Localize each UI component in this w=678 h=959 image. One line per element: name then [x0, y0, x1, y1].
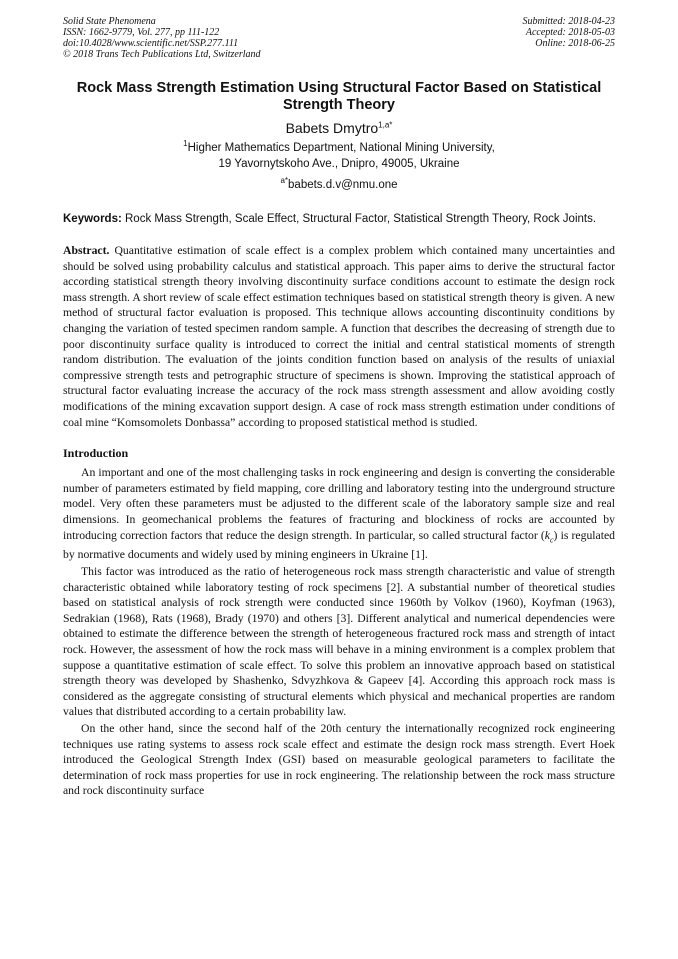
issn-line: ISSN: 1662-9779, Vol. 277, pp 111-122 [63, 27, 220, 38]
online-date: Online: 2018-06-25 [535, 38, 615, 49]
submitted-date: Submitted: 2018-04-23 [522, 16, 615, 27]
affiliation-line2: 19 Yavornytskoho Ave., Dnipro, 49005, Ukraine [218, 158, 460, 170]
abstract-label: Abstract. [63, 244, 110, 257]
structural-factor-symbol: k [544, 528, 550, 542]
accepted-date: Accepted: 2018-05-03 [525, 27, 615, 38]
header-right [523, 16, 616, 60]
keywords-text: Rock Mass Strength, Scale Effect, Structural Factor, Statistical Strength Theory, Rock Joints. [121, 213, 597, 225]
author [63, 120, 615, 136]
intro-p1-text-b: ) is regulated by normative documents and widely used by mining engineers in Ukraine [1]. [63, 528, 616, 562]
journal-name: Solid State Phenomena [63, 16, 156, 27]
keywords-label: Keywords: [63, 213, 122, 225]
affiliation-line1: Higher Mathematics Department, National Mining University, [187, 142, 495, 154]
header-left [63, 16, 261, 60]
doi-line: doi:10.4028/www.scientific.net/SSP.277.111 [63, 38, 239, 49]
copyright-line: © 2018 Trans Tech Publications Ltd, Switzerland [63, 49, 261, 60]
section-heading: Introduction [63, 446, 129, 461]
abstract-text: Quantitative estimation of scale effect is a complex problem which contained many uncertainties and should be solved using probability calculus and statistical approach. This paper aims to derive the structural factor according statistical strength theory involving discontinuity surface conditions account to estimate the design rock mass strength. A short review of scale effect estimation techniques based on statistical strength theory is given. A new method of structural factor evaluation is proposed. This technique allows accounting discontinuity conditions by changing the variation of tested specimen random sample. A function that describes the decreasing of strength due to poor discontinuity surface quality is introduced to correct the initial and central statistical moments of strength random distribution. The evaluation of the joints condition function based on analysis of the results of uniaxial compressive strength tests and petrographic structure of specimens is shown. Improving the statistical approach of structural factor evaluating increase the accuracy of the rock mass strength assessment and allow avoiding costly modifications of the mining excavation support design. A case of rock mass strength estimation under conditions of coal mine “Komsomolets Donbassa” according to proposed statistical method is studied. [63, 244, 615, 429]
paper-title: Rock Mass Strength Estimation Using Structural Factor Based on Statistical Strength Theory [76, 80, 602, 113]
keywords [63, 211, 615, 227]
affiliation [63, 140, 615, 172]
email [63, 176, 615, 191]
intro-paragraph-1 [63, 465, 615, 563]
author-name: Babets Dmytro [285, 120, 379, 136]
affiliation-sup: 1 [183, 139, 188, 149]
email-sup: a* [280, 176, 289, 186]
structural-factor-sub: c [549, 534, 554, 544]
email-address: babets.d.v@nmu.one [288, 179, 398, 191]
journal-header [63, 16, 615, 60]
author-sup: 1,a* [378, 120, 393, 130]
intro-paragraph-2: This factor was introduced as the ratio of heterogeneous rock mass strength characteristic and value of strength characteristic obtained while laboratory testing of rock specimens [2]. A substantial number of theoretical studies based on statistical analysis of rock strength were conducted since 1960th by Volkov (1960), Koyfman (1963), Sedrakian (1968), Rats (1968), Brady (1970) and others [3]. Different analytical and numerical dependencies were obtained to estimate the difference between the strength of heterogeneous fractured rock mass and strength of intact rock. However, the assessment of how the rock mass will behave in a mining environment is a complex problem that suppose a quantitative estimation of scale effect. To solve this problem an innovative approach based on statistical strength theory was developed by Shashenko, Sdvyzhkova & Gapeev [4]. According this approach rock mass is considered as the aggregate consisting of structural elements which physical and mechanical properties are random values that distributed according to a certain probability law. [63, 565, 615, 719]
intro-paragraph-3: On the other hand, since the second half of the 20th century the internationally recognized rock engineering techniques use rating systems to assess rock scale effect and estimate the design rock mass strength. Evert Hoek introduced the Geological Strength Index (GSI) based on measurable geological parameters to facilitate the determination of rock mass properties for use in rock engineering. The relationship between the rock mass structure and rock discontinuity surface [63, 721, 615, 798]
abstract [63, 243, 615, 430]
intro-p1-text-a: An important and one of the most challenging tasks in rock engineering and design is converting the considerable number of parameters estimated by field mapping, core drilling and laboratory testing into the underground structure model. Very often these parameters must be adjusted to the different scale of the laboratory sample size and real dimensions. In geomechanical problems the features of fracturing and blockiness of rocks are accounted by introducing correction factors that reduce the design strength. In particular, so called structural factor ( [63, 466, 615, 542]
